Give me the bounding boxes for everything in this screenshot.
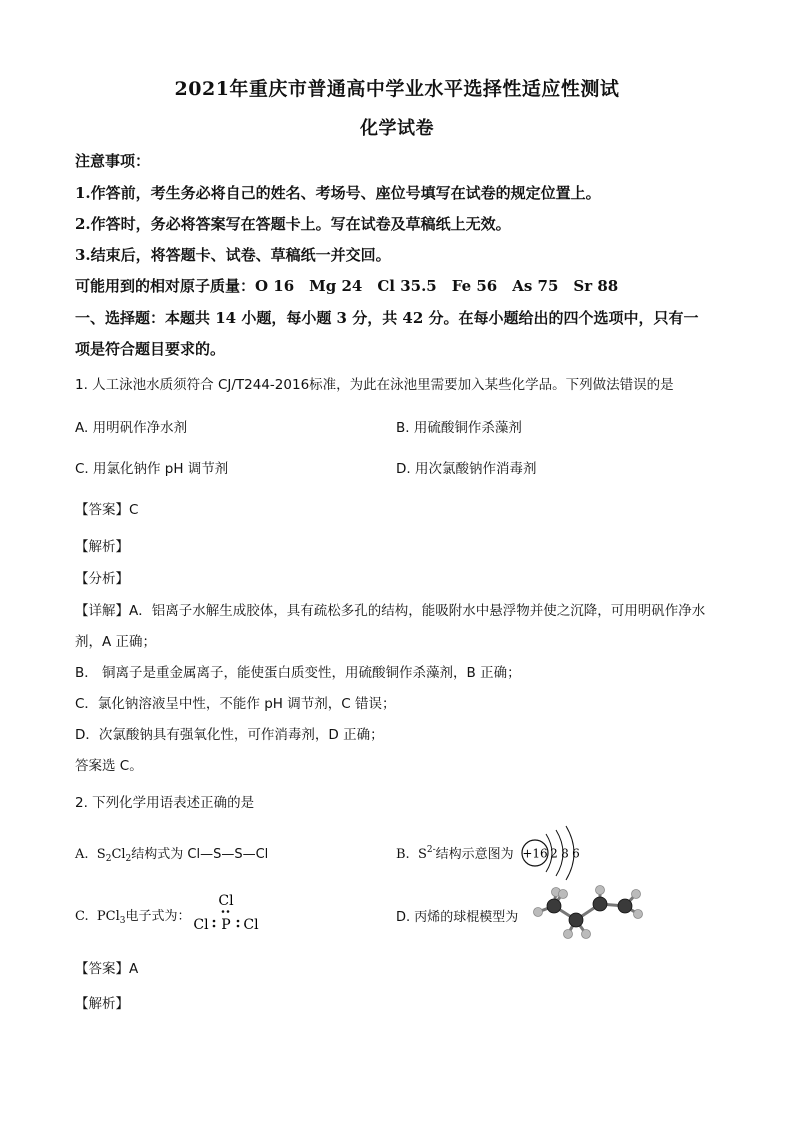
atom-label: Cl (218, 893, 234, 909)
q1-option-b: B. 用硫酸铜作杀藻剂 (396, 420, 522, 436)
option-text: 电子式为： (125, 909, 191, 924)
question-2-stem: 2. 下列化学用语表述正确的是 (75, 795, 255, 811)
hydrogen-ball (582, 930, 591, 939)
ion-symbol: S (417, 847, 427, 862)
option-prefix: A. (75, 847, 89, 862)
formula-subscript: 2 (125, 854, 132, 864)
electron-dot (213, 925, 216, 928)
carbon-ball (618, 899, 632, 913)
formula-cl: Cl (111, 847, 126, 862)
propene-ball-and-stick-model (530, 884, 646, 942)
shell-electron-count: 2 (550, 846, 558, 861)
option-prefix: B. (396, 847, 410, 862)
answer-value: C (129, 502, 139, 518)
q1-detail-line: C．氯化钠溶液呈中性，不能作 pH 调节剂，C 错误； (75, 696, 396, 712)
shell-electron-count: 8 (561, 846, 569, 861)
answer-label: 【答案】 (75, 502, 129, 518)
q1-option-c: C. 用氯化钠作 pH 调节剂 (75, 461, 229, 477)
electron-dot (237, 925, 240, 928)
detail-text: A．铝离子水解生成胶体，具有疏松多孔的结构，能吸附水中悬浮物并使之沉降，可用明矾作净水 (129, 603, 706, 619)
formula-pcl: PCl (96, 909, 120, 924)
q1-answer (75, 498, 138, 518)
q2-option-c (75, 905, 191, 926)
ion-charge: 2- (426, 845, 436, 855)
electron-dot (237, 920, 240, 923)
q1-detail-line: 答案选 C。 (75, 758, 143, 774)
notice-item: 1.作答前，考生务必将自己的姓名、考场号、座位号填写在试卷的规定位置上。 (75, 184, 601, 202)
electron-dot (213, 920, 216, 923)
q1-analysis-label: 【解析】 (75, 539, 129, 555)
answer-value: A (129, 961, 139, 977)
hydrogen-ball (564, 930, 573, 939)
sulfide-structure-diagram (516, 822, 592, 882)
section-instructions: 一、选择题：本题共 14 小题，每小题 3 分，共 42 分。在每小题给出的四个选项中，只有一 (75, 309, 699, 327)
hydrogen-ball (634, 910, 643, 919)
notice-heading: 注意事项： (75, 152, 151, 170)
question-1-stem: 1. 人工泳池水质须符合 CJ/T244-2016标准，为此在泳池里需要加入某些化学品。下列做法错误的是 (75, 377, 674, 393)
hydrogen-ball (534, 908, 543, 917)
notice-item: 2.作答时，务必将答案写在答题卡上。写在试卷及草稿纸上无效。 (75, 215, 511, 233)
atom-label: Cl (193, 917, 209, 933)
q1-option-d: D. 用次氯酸钠作消毒剂 (396, 461, 537, 477)
hydrogen-ball (632, 890, 641, 899)
q1-fenxi-label: 【分析】 (75, 571, 129, 587)
electron-dot (222, 910, 225, 913)
section-instructions: 项是符合题目要求的。 (75, 340, 226, 358)
formula-s: S (96, 847, 106, 862)
q1-detail-line: D．次氯酸钠具有强氧化性，可作消毒剂，D 正确； (75, 727, 384, 743)
detail-label: 【详解】 (75, 603, 129, 619)
atomic-mass-line: 可能用到的相对原子质量：O 16 Mg 24 Cl 35.5 Fe 56 As 75 Sr 88 (75, 277, 619, 295)
q2-analysis-label: 【解析】 (75, 996, 129, 1012)
atom-label: P (221, 917, 231, 933)
pcl3-electron-dot-diagram (190, 888, 268, 938)
carbon-ball (569, 913, 583, 927)
electron-dot (227, 910, 230, 913)
carbon-ball (593, 897, 607, 911)
nucleus-charge: +16 (522, 846, 548, 861)
q1-detail-line: B． 铜离子是重金属离子，能使蛋白质变性，用硫酸铜作杀藻剂，B 正确； (75, 665, 521, 681)
hydrogen-ball (596, 886, 605, 895)
shell-electron-count: 6 (572, 846, 580, 861)
q2-option-b (396, 843, 514, 862)
option-prefix: C. (75, 909, 89, 924)
option-text: 结构式为 Cl—S—S—Cl (131, 847, 269, 862)
page-subtitle: 化学试卷 (360, 118, 434, 139)
option-text: 结构示意图为 (435, 847, 514, 862)
q1-option-a: A. 用明矾作净水剂 (75, 420, 188, 436)
atom-label: Cl (243, 917, 259, 933)
hydrogen-ball (559, 890, 568, 899)
formula-subscript: 3 (119, 916, 126, 926)
q1-detail-line (75, 599, 705, 619)
formula-subscript: 2 (105, 854, 112, 864)
q2-answer (75, 957, 138, 977)
q2-option-d: D. 丙烯的球棍模型为 (396, 910, 519, 925)
carbon-ball (547, 899, 561, 913)
q2-option-a (75, 843, 268, 864)
notice-item: 3.结束后，将答题卡、试卷、草稿纸一并交回。 (75, 246, 391, 264)
page-title: 2021年重庆市普通高中学业水平选择性适应性测试 (174, 78, 620, 100)
answer-label: 【答案】 (75, 961, 129, 977)
q1-detail-line: 剂，A 正确； (75, 634, 157, 650)
